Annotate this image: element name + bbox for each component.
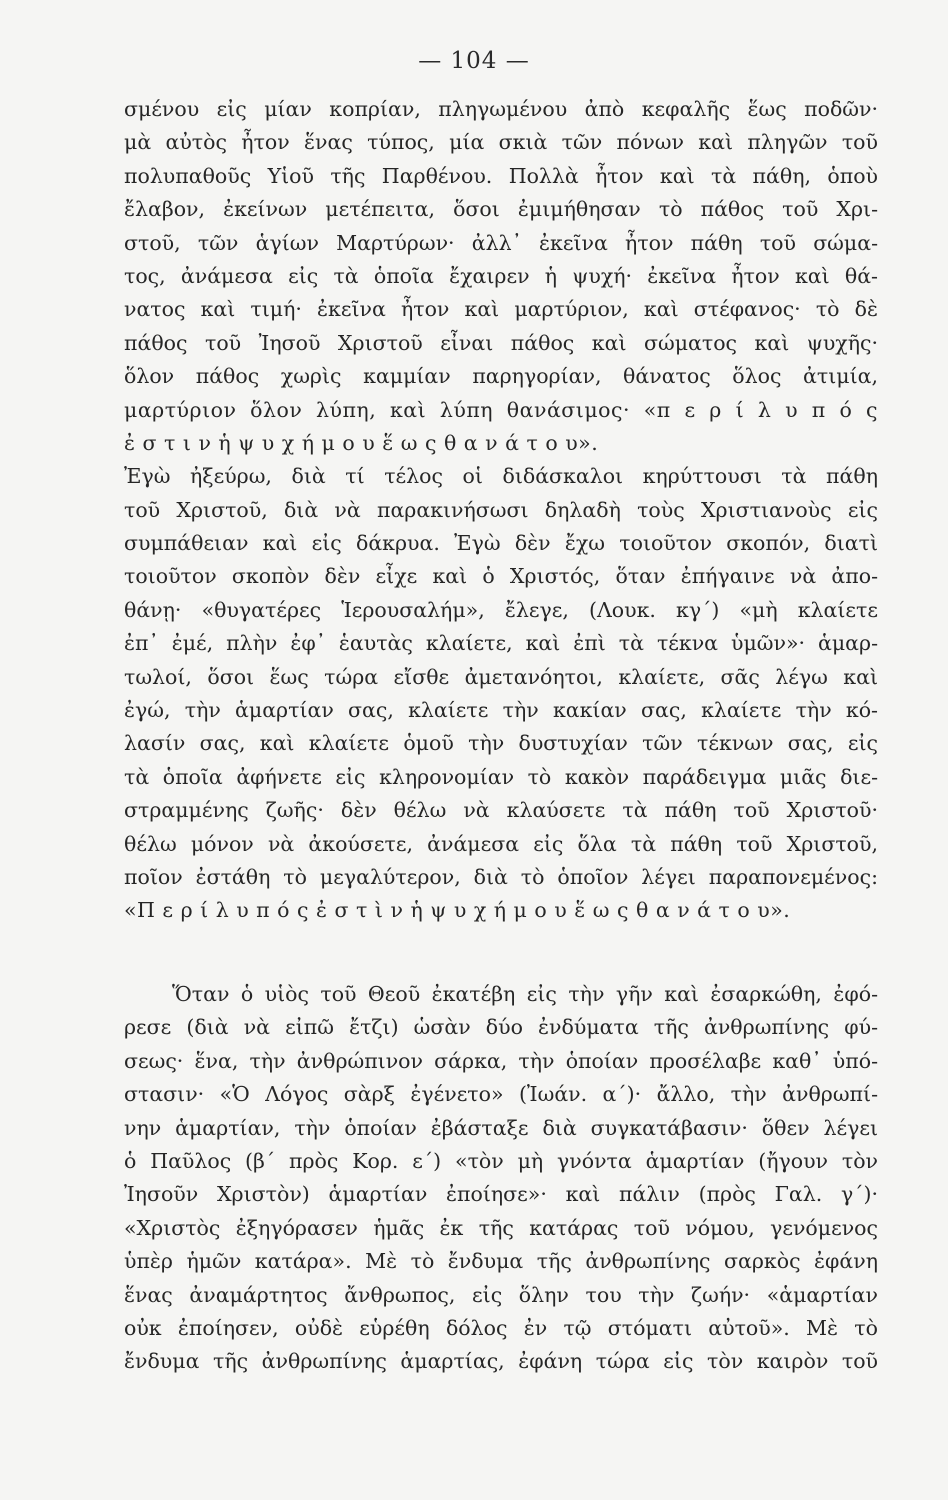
text-line: στοῦ, τῶν ἁγίων Μαρτύρων· ἀλλ᾽ ἐκεῖνα ἦτον πάθη τοῦ σώμα- <box>124 230 878 255</box>
text-line: μαρτύριον ὅλον λύπη, καὶ λύπη θανάσιμος· «π ε ρ ί λ υ π ό ς <box>124 397 878 422</box>
text-line: πολυπαθοῦς Υἱοῦ τῆς Παρθένου. Πολλὰ ἦτον καὶ τὰ πάθη, ὁποὺ <box>124 163 878 188</box>
text-line: τοιοῦτον σκοπὸν δὲν εἶχε καὶ ὁ Χριστός, ὅταν ἐπήγαινε νὰ ἀπο- <box>124 564 878 589</box>
text-line: Ἰησοῦν Χριστὸν) ἁμαρτίαν ἐποίησε»· καὶ πάλιν (πρὸς Γαλ. γ´)· <box>124 1182 878 1207</box>
text-line: θέλω μόνον νὰ ἀκούσετε, ἀνάμεσα εἰς ὅλα τὰ πάθη τοῦ Χριστοῦ, <box>124 831 878 856</box>
text-line: ὁ Παῦλος (β´ πρὸς Κορ. ε´) «τὸν μὴ γνόντα ἁμαρτίαν (ἤγουν τὸν <box>124 1148 878 1173</box>
text-line: ἐγώ, τὴν ἁμαρτίαν σας, κλαίετε τὴν κακίαν σας, κλαίετε τὴν κό- <box>124 698 878 723</box>
text-line: πάθος τοῦ Ἰησοῦ Χριστοῦ εἶναι πάθος καὶ σώματος καὶ ψυχῆς· <box>124 330 878 355</box>
text-line: ἐ σ τ ι ν ἡ ψ υ χ ή μ ο υ ἕ ω ς θ α ν ά τ ο υ». <box>124 430 599 455</box>
text-line: ἔλαβον, ἐκείνων μετέπειτα, ὅσοι ἐμιμήθησαν τὸ πάθος τοῦ Χρι- <box>124 197 878 222</box>
text-line: στραμμένης ζωῆς· δὲν θέλω νὰ κλαύσετε τὰ πάθη τοῦ Χριστοῦ· <box>124 798 878 823</box>
page-number: — 104 — <box>418 48 530 74</box>
text-line: λασίν σας, καὶ κλαίετε ὁμοῦ τὴν δυστυχίαν τῶν τέκνων σας, εἰς <box>124 731 878 756</box>
text-line: οὐκ ἐποίησεν, οὐδὲ εὑρέθη δόλος ἐν τῷ στόματι αὐτοῦ». Μὲ τὸ <box>124 1315 878 1340</box>
text-line: ἕνας ἀναμάρτητος ἄνθρωπος, εἰς ὅλην του τὴν ζωήν· «ἁμαρτίαν <box>124 1282 878 1307</box>
text-line: ἐπ᾽ ἐμέ, πλὴν ἐφ᾽ ἑαυτὰς κλαίετε, καὶ ἐπὶ τὰ τέκνα ὑμῶν»· ἁμαρ- <box>124 631 878 656</box>
text-line: «Π ε ρ ί λ υ π ό ς ἐ σ τ ὶ ν ἡ ψ υ χ ή μ ο υ ἕ ω ς θ α ν ά τ ο υ». <box>124 898 791 923</box>
text-line: τος, ἀνάμεσα εἰς τὰ ὁποῖα ἔχαιρεν ἡ ψυχή· ἐκεῖνα ἦτον καὶ θά- <box>124 263 878 288</box>
text-line: νην ἁμαρτίαν, τὴν ὁποίαν ἐβάσταξε διὰ συγκατάβασιν· ὅθεν λέγει <box>124 1115 878 1140</box>
text-line: τωλοί, ὅσοι ἕως τώρα εἴσθε ἀμετανόητοι, κλαίετε, σᾶς λέγω καὶ <box>124 664 878 689</box>
text-line: θάνῃ· «θυγατέρες Ἱερουσαλήμ», ἔλεγε, (Λουκ. κγ´) «μὴ κλαίετε <box>124 597 878 622</box>
text-line: ρεσε (διὰ νὰ εἰπῶ ἔτζι) ὡσὰν δύο ἐνδύματα τῆς ἀνθρωπίνης φύ- <box>124 1015 878 1040</box>
text-line: σμένου εἰς μίαν κοπρίαν, πληγωμένου ἀπὸ κεφαλῆς ἕως ποδῶν· <box>124 97 878 121</box>
text-line: νατος καὶ τιμή· ἐκεῖνα ἦτον καὶ μαρτύριον, καὶ στέφανος· τὸ δὲ <box>124 297 878 322</box>
text-line: συμπάθειαν καὶ εἰς δάκρυα. Ἐγὼ δὲν ἔχω τοιοῦτον σκοπόν, διατὶ <box>124 531 878 556</box>
text-line: ποῖον ἐστάθη τὸ μεγαλύτερον, διὰ τὸ ὁποῖον λέγει παραπονεμένος: <box>124 864 878 889</box>
text-line: Ἐγὼ ἠξεύρω, διὰ τί τέλος οἱ διδάσκαλοι κηρύττουσι τὰ πάθη <box>124 464 878 489</box>
text-line: ὅλον πάθος χωρὶς καμμίαν παρηγορίαν, θάνατος ὅλος ἀτιμία, <box>124 364 878 389</box>
paragraph-2 <box>124 978 878 1379</box>
text-line: Ὅταν ὁ υἱὸς τοῦ Θεοῦ ἐκατέβη εἰς τὴν γῆν καὶ ἐσαρκώθη, ἐφό- <box>172 982 878 1006</box>
paragraph-1 <box>124 93 878 928</box>
text-line: μὰ αὐτὸς ἦτον ἕνας τύπος, μία σκιὰ τῶν πόνων καὶ πληγῶν τοῦ <box>124 130 878 155</box>
text-line: τοῦ Χριστοῦ, διὰ νὰ παρακινήσωσι δηλαδὴ τοὺς Χριστιανοὺς εἰς <box>124 497 878 522</box>
text-line: στασιν· «Ὁ Λόγος σὰρξ ἐγένετο» (Ἰωάν. α´)· ἄλλο, τὴν ἀνθρωπί- <box>124 1082 878 1107</box>
text-line: ὑπὲρ ἡμῶν κατάρα». Μὲ τὸ ἔνδυμα τῆς ἀνθρωπίνης σαρκὸς ἐφάνη <box>124 1249 878 1274</box>
text-line: τὰ ὁποῖα ἀφήνετε εἰς κληρονομίαν τὸ κακὸν παράδειγμα μιᾶς διε- <box>124 764 878 789</box>
text-line: «Χριστὸς ἐξηγόρασεν ἡμᾶς ἐκ τῆς κατάρας τοῦ νόμου, γενόμενος <box>124 1215 878 1240</box>
text-line: ἔνδυμα τῆς ἀνθρωπίνης ἁμαρτίας, ἐφάνη τώρα εἰς τὸν καιρὸν τοῦ <box>124 1349 878 1374</box>
text-line: σεως· ἕνα, τὴν ἀνθρώπινον σάρκα, τὴν ὁποίαν προσέλαβε καθ᾽ ὑπό- <box>124 1048 878 1073</box>
